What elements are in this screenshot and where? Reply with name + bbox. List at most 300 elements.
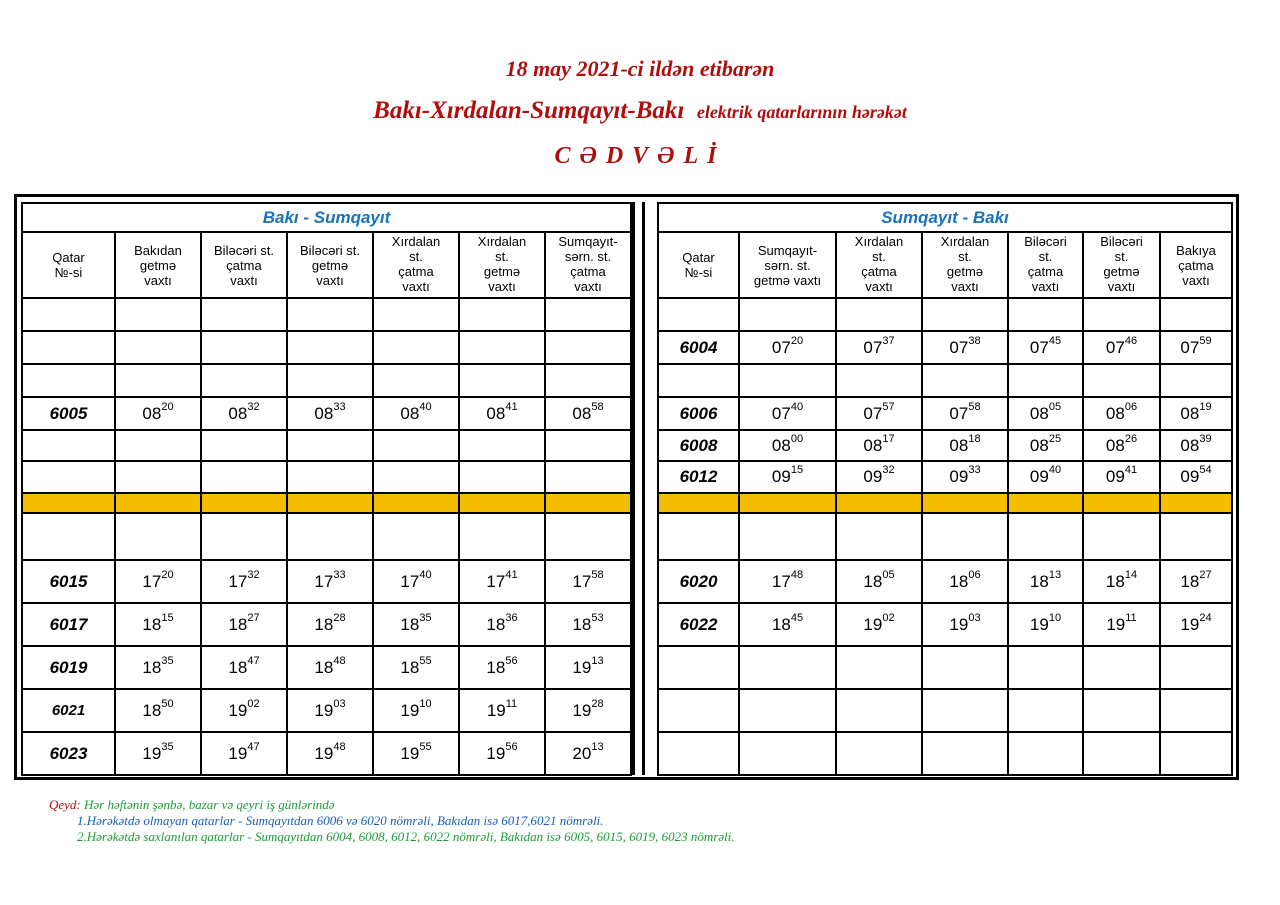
- empty-row: [658, 513, 1232, 560]
- time-cell: [836, 298, 922, 331]
- column-header-line: Xırdalan: [854, 234, 904, 249]
- time-cell: [287, 560, 373, 603]
- table-row: [22, 732, 631, 775]
- column-header-line: Sumqayıt-: [757, 242, 818, 258]
- time-cell: [545, 397, 631, 430]
- time-cell: [1083, 397, 1160, 430]
- column-header-line: st.: [495, 249, 509, 264]
- time-cell: [739, 689, 836, 732]
- time-hours: 17: [400, 571, 420, 591]
- time-cell: [836, 461, 922, 493]
- column-header-line: çatma: [226, 257, 262, 273]
- time-cell: [459, 461, 545, 493]
- train-number-cell: [22, 493, 115, 513]
- time-cell: [287, 331, 373, 364]
- time-cell: [115, 560, 201, 603]
- column-header-line: vaxtı: [230, 272, 258, 288]
- time-hours: 08: [400, 403, 420, 423]
- time-minutes: 41: [505, 568, 518, 581]
- time-cell: [1008, 513, 1083, 560]
- time-minutes: 33: [333, 568, 346, 581]
- time-minutes: 56: [505, 654, 518, 667]
- time-minutes: 05: [1048, 400, 1062, 413]
- time-minutes: 13: [591, 654, 604, 667]
- time-cell: [115, 603, 201, 646]
- time-cell: [373, 513, 459, 560]
- time-cell: [459, 493, 545, 513]
- time-cell: [1008, 298, 1083, 331]
- header-route-subtitle: elektrik qatarlarının hərəkət: [696, 102, 907, 122]
- time-hours: 19: [314, 700, 334, 720]
- time-cell: [1160, 560, 1232, 603]
- time-hours: 19: [400, 700, 420, 720]
- time-minutes: 28: [333, 611, 346, 624]
- column-header-line: vaxtı: [316, 272, 344, 288]
- time-cell: [1083, 646, 1160, 689]
- time-cell: [922, 513, 1008, 560]
- time-cell: [1008, 646, 1083, 689]
- time-hours: 18: [486, 657, 506, 677]
- time-minutes: 06: [968, 568, 981, 581]
- column-header-line: vaxtı: [488, 279, 516, 294]
- column-header: [1160, 232, 1232, 298]
- time-cell: [115, 430, 201, 461]
- time-cell: [287, 513, 373, 560]
- time-minutes: 55: [419, 654, 432, 667]
- panel-separator-line: [642, 202, 645, 775]
- time-hours: 07: [949, 403, 969, 423]
- time-cell: [545, 364, 631, 397]
- time-cell: [1008, 364, 1083, 397]
- time-hours: 07: [771, 403, 791, 423]
- time-hours: 19: [314, 743, 334, 763]
- time-hours: 18: [949, 571, 969, 591]
- train-number-cell: [658, 298, 739, 331]
- time-hours: 18: [400, 657, 420, 677]
- train-number-cell: 6012: [658, 461, 739, 493]
- train-number-cell: [658, 732, 739, 775]
- time-minutes: 11: [1125, 611, 1137, 624]
- time-cell: [373, 298, 459, 331]
- train-number-cell: 6021: [22, 689, 115, 732]
- time-cell: [115, 298, 201, 331]
- time-cell: [1008, 732, 1083, 775]
- time-hours: 17: [314, 571, 334, 591]
- time-cell: [836, 364, 922, 397]
- time-cell: [545, 646, 631, 689]
- time-cell: [1008, 397, 1083, 430]
- time-minutes: 15: [790, 464, 804, 476]
- time-cell: [545, 689, 631, 732]
- time-cell: [836, 689, 922, 732]
- time-cell: [545, 560, 631, 603]
- time-hours: 18: [486, 614, 506, 634]
- time-cell: [836, 560, 922, 603]
- column-header: [373, 232, 459, 298]
- time-minutes: 05: [882, 568, 895, 581]
- time-cell: [1008, 461, 1083, 493]
- time-cell: [373, 397, 459, 430]
- time-cell: [922, 493, 1008, 513]
- time-cell: [115, 689, 201, 732]
- time-cell: [459, 560, 545, 603]
- time-hours: 19: [572, 700, 592, 720]
- time-hours: 17: [142, 571, 162, 591]
- column-header-line: st.: [958, 249, 972, 264]
- time-cell: [922, 331, 1008, 364]
- time-cell: [922, 298, 1008, 331]
- time-cell: [922, 732, 1008, 775]
- time-cell: [836, 513, 922, 560]
- train-number-cell: 6015: [22, 560, 115, 603]
- time-hours: 09: [1105, 467, 1125, 486]
- column-header-line: getmə: [946, 264, 984, 279]
- time-cell: [545, 603, 631, 646]
- time-hours: 19: [228, 743, 248, 763]
- time-cell: [836, 430, 922, 461]
- time-cell: [201, 560, 287, 603]
- train-number-cell: [658, 513, 739, 560]
- time-minutes: 06: [1124, 400, 1138, 413]
- time-minutes: 40: [419, 568, 432, 581]
- time-hours: 17: [486, 571, 506, 591]
- time-hours: 07: [1105, 337, 1125, 357]
- time-hours: 19: [1180, 614, 1200, 634]
- time-minutes: 20: [161, 400, 174, 413]
- train-number-cell: [22, 331, 115, 364]
- time-hours: 08: [863, 435, 883, 455]
- column-header-line: çatma: [570, 264, 606, 279]
- table-row: [22, 560, 631, 603]
- time-hours: 19: [400, 743, 420, 763]
- time-hours: 08: [1029, 403, 1049, 423]
- train-number-cell: [22, 430, 115, 461]
- time-minutes: 33: [333, 400, 346, 413]
- time-cell: [373, 560, 459, 603]
- column-header-line: Bakıdan: [134, 242, 182, 258]
- column-header: [459, 232, 545, 298]
- empty-row: [22, 331, 631, 364]
- time-hours: 18: [142, 657, 162, 677]
- column-header: [658, 232, 739, 298]
- time-hours: 19: [572, 657, 592, 677]
- column-header-line: st.: [1038, 249, 1053, 264]
- panel-separator-line: [632, 202, 635, 775]
- table-row: [22, 603, 631, 646]
- time-cell: [1083, 298, 1160, 331]
- time-cell: [201, 689, 287, 732]
- time-minutes: 38: [968, 334, 981, 347]
- column-header-line: çatma: [861, 264, 897, 279]
- column-header-line: çatma: [398, 264, 434, 279]
- time-cell: [459, 364, 545, 397]
- header-schedule-word: CƏDVƏLİ: [554, 143, 726, 169]
- time-cell: [1008, 493, 1083, 513]
- time-cell: [201, 603, 287, 646]
- train-number-cell: 6020: [658, 560, 739, 603]
- empty-row: [22, 461, 631, 493]
- time-cell: [1008, 331, 1083, 364]
- time-cell: [545, 493, 631, 513]
- time-minutes: 58: [591, 568, 604, 581]
- time-cell: [373, 430, 459, 461]
- time-hours: 18: [314, 614, 334, 634]
- time-hours: 20: [572, 743, 592, 763]
- time-hours: 17: [771, 571, 791, 591]
- time-cell: [201, 331, 287, 364]
- train-number-cell: [658, 364, 739, 397]
- note-active-trains: 2.Hərəkətdə saxlanılan qatarlar - Sumqayıtdan 6004, 6008, 6012, 6022 nömrəli, Bakıdan isə 6005, 6015, 6019, 6023 nömrəli.: [77, 829, 735, 844]
- time-cell: [922, 603, 1008, 646]
- time-hours: 08: [1180, 403, 1200, 423]
- time-minutes: 10: [419, 697, 432, 710]
- time-hours: 09: [863, 467, 883, 486]
- time-minutes: 03: [333, 697, 346, 710]
- empty-row: [22, 513, 631, 560]
- time-cell: [1083, 331, 1160, 364]
- time-hours: 19: [228, 700, 248, 720]
- column-header-line: №-si: [54, 265, 83, 280]
- train-number-cell: [22, 364, 115, 397]
- time-cell: [459, 646, 545, 689]
- time-minutes: 57: [882, 400, 895, 413]
- time-cell: [201, 513, 287, 560]
- time-cell: [739, 298, 836, 331]
- time-cell: [1008, 603, 1083, 646]
- time-cell: [922, 461, 1008, 493]
- column-header-row: [22, 232, 631, 298]
- time-cell: [922, 689, 1008, 732]
- time-hours: 18: [863, 571, 883, 591]
- time-cell: [115, 461, 201, 493]
- column-header-line: vaxtı: [144, 272, 172, 288]
- time-cell: [545, 513, 631, 560]
- time-hours: 08: [228, 403, 248, 423]
- time-cell: [1160, 461, 1232, 493]
- time-minutes: 40: [419, 400, 432, 413]
- panel-baku-sumqayit: [21, 202, 632, 776]
- time-cell: [1083, 560, 1160, 603]
- column-header-line: sərn. st.: [764, 257, 811, 273]
- column-header-line: vaxtı: [951, 279, 979, 294]
- time-cell: [1160, 646, 1232, 689]
- panel-title: Sumqayıt - Bakı: [658, 203, 1232, 232]
- highlight-row: [22, 493, 631, 513]
- time-cell: [115, 331, 201, 364]
- note-inactive-trains: 1.Hərəkətdə olmayan qatarlar - Sumqayıtdan 6006 və 6020 nömrəli, Bakıdan isə 6017,6021 nömrəli.: [77, 813, 604, 828]
- time-minutes: 48: [333, 654, 346, 667]
- time-cell: [287, 298, 373, 331]
- time-cell: [545, 430, 631, 461]
- header-route-name: Bakı-Xırdalan-Sumqayıt-Bakı: [373, 97, 685, 124]
- time-hours: 18: [228, 657, 248, 677]
- time-cell: [201, 732, 287, 775]
- column-header-line: getmə: [483, 264, 521, 279]
- header-route-line: [0, 97, 1280, 125]
- time-cell: [1083, 430, 1160, 461]
- train-number-cell: [22, 298, 115, 331]
- time-hours: 07: [863, 337, 883, 357]
- time-cell: [739, 461, 836, 493]
- time-cell: [1008, 689, 1083, 732]
- time-hours: 19: [142, 743, 162, 763]
- empty-row: [22, 430, 631, 461]
- time-minutes: 11: [505, 697, 518, 710]
- time-hours: 18: [1029, 571, 1049, 591]
- time-cell: [545, 331, 631, 364]
- time-minutes: 54: [1199, 464, 1212, 476]
- time-cell: [739, 331, 836, 364]
- table-row: [658, 397, 1232, 430]
- time-minutes: 41: [505, 400, 518, 413]
- column-header-line: getmə: [311, 257, 349, 273]
- time-cell: [922, 646, 1008, 689]
- time-cell: [287, 364, 373, 397]
- time-cell: [287, 689, 373, 732]
- time-hours: 18: [400, 614, 420, 634]
- time-minutes: 27: [247, 611, 260, 624]
- time-minutes: 26: [1124, 432, 1138, 445]
- column-header-line: st.: [872, 249, 886, 264]
- timetable-baku-sumqayit: [21, 202, 632, 776]
- time-hours: 07: [1180, 337, 1200, 357]
- time-cell: [459, 603, 545, 646]
- time-cell: [739, 646, 836, 689]
- empty-row: [658, 732, 1232, 775]
- time-cell: [739, 493, 836, 513]
- time-cell: [287, 430, 373, 461]
- time-cell: [373, 646, 459, 689]
- column-header: [287, 232, 373, 298]
- time-hours: 07: [1029, 337, 1049, 357]
- time-minutes: 32: [882, 464, 895, 476]
- column-header-line: Qatar: [52, 250, 85, 265]
- time-minutes: 32: [247, 400, 260, 413]
- time-minutes: 35: [419, 611, 432, 624]
- time-cell: [836, 493, 922, 513]
- column-header-row: [658, 232, 1232, 298]
- time-cell: [739, 603, 836, 646]
- time-hours: 18: [1105, 571, 1125, 591]
- time-minutes: 46: [1124, 334, 1138, 347]
- time-minutes: 13: [1048, 568, 1062, 581]
- column-header-line: vaxtı: [1031, 279, 1060, 294]
- time-minutes: 58: [968, 400, 981, 413]
- table-row: [658, 331, 1232, 364]
- column-header-line: sərn. st.: [564, 249, 612, 264]
- column-header-line: vaxtı: [865, 279, 893, 294]
- table-row: [22, 646, 631, 689]
- train-number-cell: 6023: [22, 732, 115, 775]
- time-cell: [459, 298, 545, 331]
- column-header-line: №-si: [684, 265, 713, 280]
- time-cell: [545, 461, 631, 493]
- table-row: [22, 689, 631, 732]
- train-number-cell: [658, 646, 739, 689]
- column-header-line: Sumqayıt-: [558, 234, 618, 249]
- time-hours: 17: [572, 571, 592, 591]
- column-header-line: Xırdalan: [391, 234, 441, 249]
- time-minutes: 37: [882, 334, 895, 347]
- time-hours: 07: [949, 337, 969, 357]
- time-cell: [201, 364, 287, 397]
- time-cell: [201, 461, 287, 493]
- time-minutes: 48: [790, 568, 804, 581]
- time-hours: 07: [863, 403, 883, 423]
- time-hours: 09: [949, 467, 969, 486]
- time-minutes: 33: [968, 464, 981, 476]
- time-cell: [922, 364, 1008, 397]
- time-cell: [287, 461, 373, 493]
- time-cell: [1083, 364, 1160, 397]
- time-hours: 19: [1029, 614, 1049, 634]
- time-cell: [1008, 560, 1083, 603]
- column-header-line: vaxtı: [402, 279, 430, 294]
- time-cell: [1160, 493, 1232, 513]
- panel-title-row: [658, 203, 1232, 232]
- column-header: [201, 232, 287, 298]
- time-hours: 08: [771, 435, 791, 455]
- train-number-cell: [658, 493, 739, 513]
- column-header: [1008, 232, 1083, 298]
- train-number-cell: 6022: [658, 603, 739, 646]
- time-minutes: 47: [247, 654, 260, 667]
- column-header-line: vaxtı: [1182, 272, 1210, 288]
- time-cell: [115, 513, 201, 560]
- column-header-line: getmə: [1103, 264, 1140, 279]
- train-number-cell: 6019: [22, 646, 115, 689]
- time-minutes: 02: [247, 697, 260, 710]
- time-minutes: 14: [1124, 568, 1138, 581]
- time-cell: [836, 331, 922, 364]
- time-hours: 08: [142, 403, 162, 423]
- time-cell: [836, 646, 922, 689]
- time-minutes: 25: [1048, 432, 1062, 445]
- time-cell: [1083, 732, 1160, 775]
- time-cell: [739, 513, 836, 560]
- time-hours: 19: [486, 700, 506, 720]
- column-header-line: Xırdalan: [940, 234, 990, 249]
- time-minutes: 40: [1048, 464, 1062, 476]
- time-cell: [1008, 430, 1083, 461]
- time-cell: [1160, 364, 1232, 397]
- time-hours: 08: [1029, 435, 1049, 455]
- time-cell: [1160, 513, 1232, 560]
- time-cell: [1083, 493, 1160, 513]
- empty-row: [658, 689, 1232, 732]
- time-cell: [459, 331, 545, 364]
- time-cell: [922, 430, 1008, 461]
- time-cell: [1160, 331, 1232, 364]
- time-cell: [287, 397, 373, 430]
- column-header: [545, 232, 631, 298]
- table-row: [22, 397, 631, 430]
- time-hours: 18: [771, 614, 791, 634]
- time-cell: [836, 732, 922, 775]
- time-cell: [201, 397, 287, 430]
- train-number-cell: 6006: [658, 397, 739, 430]
- time-hours: 08: [1105, 435, 1125, 455]
- time-minutes: 24: [1199, 611, 1212, 624]
- train-number-cell: 6017: [22, 603, 115, 646]
- time-minutes: 59: [1199, 334, 1212, 347]
- time-cell: [739, 397, 836, 430]
- time-hours: 18: [142, 700, 162, 720]
- time-hours: 19: [949, 614, 969, 634]
- time-hours: 08: [1180, 435, 1200, 455]
- column-header-line: Qatar: [682, 250, 715, 265]
- table-row: [658, 603, 1232, 646]
